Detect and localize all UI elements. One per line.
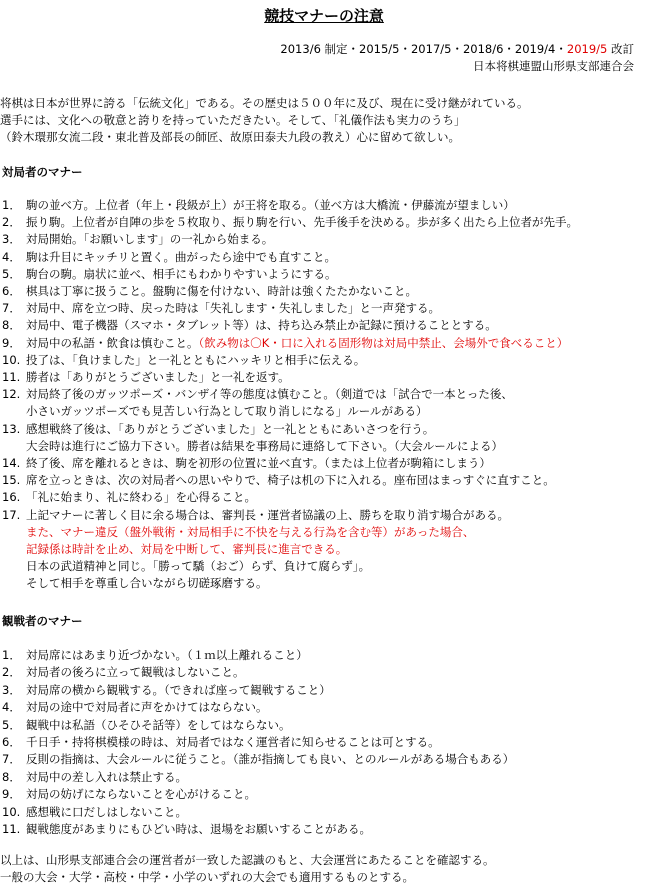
item-text: 観戦中は私語（ひそひそ話等）をしてはならない。 — [26, 717, 291, 732]
list-item — [2, 769, 187, 786]
closing-line: 一般の大会・大学・高校・中学・小学のいずれの大会でも適用するものとする。 — [0, 870, 414, 884]
item-number: 15. — [2, 473, 21, 488]
list-item — [2, 335, 568, 352]
item-highlight-text: （飲み物は〇K・口に入れる固形物は対局中禁止、会場外で食べること） — [198, 335, 569, 350]
item-text: 対局開始。「お願いします」の一礼から始まる。 — [26, 232, 274, 247]
item-text: 投了は、「負けました」と一礼とともにハッキリと相手に伝える。 — [26, 352, 366, 367]
item-text: 終了後、席を離れるときは、駒を初形の位置に並べ直す。（または上位者が駒箱にしまう） — [26, 456, 491, 470]
list-item — [2, 386, 513, 403]
list-item — [2, 699, 268, 716]
item-number: 16. — [2, 490, 21, 505]
item-text: 小さいガッツポーズでも見苦しい行為として取り消しになる」ルールがある） — [26, 404, 428, 419]
item-text: 対局中の差し入れは禁止する。 — [26, 769, 187, 784]
list-item — [26, 558, 370, 575]
list-item — [2, 821, 371, 838]
list-item — [2, 786, 256, 803]
item-number: 17. — [2, 507, 21, 522]
item-number: 6． — [2, 284, 21, 298]
list-item — [2, 369, 290, 386]
item-text: 対局者の後ろに立って観戦はしないこと。 — [26, 665, 245, 680]
list-item — [2, 249, 336, 266]
item-number: 2． — [2, 215, 21, 230]
list-item — [2, 751, 514, 768]
item-number: 7． — [2, 752, 21, 767]
item-text: 感想戦終了後は、「ありがとうございました」と一礼とともにあいさつを行う。 — [26, 421, 435, 436]
item-number: 1． — [2, 198, 21, 212]
item-number: 4． — [2, 249, 21, 264]
closing-line: 以上は、山形県支部連合会の運営者が一致した認識のもと、大会運営にあたることを確認する。 — [0, 853, 495, 867]
item-text: 対局席にはあまり近づかない。（１ｍ以上離れること） — [26, 648, 308, 662]
item-text: 駒は升目にキッチリと置く。曲がったら途中でも直すこと。 — [26, 249, 337, 264]
item-number: 14. — [2, 456, 21, 470]
page-title: 競技マナーの注意 — [264, 7, 384, 25]
item-text: 対局の途中で対局者に声をかけてはならない。 — [26, 700, 268, 715]
list-item — [2, 647, 308, 664]
list-item — [2, 300, 440, 317]
item-text: 振り駒。上位者が自陣の歩を５枚取り、振り駒を行い、先手後手を決める。歩が多く出たら上位者が先手。 — [26, 215, 578, 230]
item-text: 大会時は進行にご協力下さい。勝者は結果を事務局に連絡して下さい。（大会ルールによる） — [26, 438, 504, 453]
list-item — [2, 717, 291, 734]
item-number: 8． — [2, 769, 21, 784]
item-number: 3． — [2, 232, 21, 247]
revision-history — [280, 41, 634, 58]
item-number: 13. — [2, 421, 21, 436]
item-number: 6． — [2, 735, 21, 749]
intro-line: 選手には、文化への敬意と誇りを持っていただきたい。そして、「礼儀作法も実力のうち」 — [0, 113, 466, 127]
list-item — [2, 682, 331, 699]
item-text: 対局席の横から観戦する。（できれば座って観戦すること） — [26, 682, 331, 697]
item-text: 対局中の私語・飲食は慎むこと。 — [26, 335, 199, 350]
list-item — [2, 489, 256, 506]
player-section-heading: 対局者のマナー — [2, 165, 83, 179]
item-number: 11. — [2, 822, 21, 836]
list-item — [26, 403, 427, 420]
list-item — [2, 507, 509, 524]
item-number: 4． — [2, 700, 21, 715]
item-text: 感想戦に口だしはしないこと。 — [26, 804, 187, 819]
list-item — [2, 352, 365, 369]
revision-dates: 2013/6 制定・2015/5・2017/5・2018/6・2019/4・ — [280, 42, 567, 56]
item-number: 12. — [2, 387, 21, 402]
item-text: 勝者は「ありがとうございました」と一礼を返す。 — [26, 370, 290, 384]
revision-latest: 2019/5 — [566, 42, 608, 56]
item-number: 8． — [2, 318, 21, 333]
list-item — [2, 455, 491, 472]
item-number: 10. — [2, 352, 21, 367]
item-text: 対局中、席を立つ時、戻った時は「失礼します・失礼しました」と一声発する。 — [26, 301, 440, 316]
item-number: 11. — [2, 370, 21, 384]
item-text: 上記マナーに著しく目に余る場合は、審判長・運営者協議の上、勝ちを取り消す場合がある。 — [26, 507, 509, 522]
organization-name: 日本将棋連盟山形県支部連合会 — [473, 59, 634, 73]
list-item — [2, 266, 337, 283]
item-number: 9． — [2, 335, 21, 350]
list-item — [2, 231, 273, 248]
list-item — [2, 421, 434, 438]
list-item — [2, 197, 515, 214]
item-text: 対局終了後のガッツポーズ・バンザイ等の態度は慎むこと。（剣道では「試合で一本とった後、 — [26, 387, 513, 402]
list-item — [2, 472, 555, 489]
spectator-section-heading: 観戦者のマナー — [2, 614, 83, 628]
item-number: 7． — [2, 301, 21, 316]
item-text: 駒の並べ方。上位者（年上・段級が上）が王将を取る。（並べ方は大橋流・伊藤流が望ましい） — [26, 198, 515, 212]
item-text: 席を立っときは、次の対局者への思いやりで、椅子は机の下に入れる。座布団はまっすぐに直すこと。 — [26, 473, 555, 488]
list-item — [26, 541, 347, 558]
item-text: 「礼に始まり、礼に終わる」を心得ること。 — [26, 490, 256, 505]
revision-suffix: 改訂 — [607, 42, 634, 56]
item-number: 1． — [2, 648, 21, 662]
item-number: 5． — [2, 717, 21, 732]
item-number: 2． — [2, 665, 21, 680]
item-text: 棋具は丁寧に扱うこと。盤駒に傷を付けない、時計は強くたたかないこと。 — [26, 284, 417, 298]
intro-line: 将棋は日本が世界に誇る「伝統文化」である。その歴史は５００年に及び、現在に受け継がれている。 — [0, 96, 529, 110]
list-item — [2, 283, 417, 300]
list-item — [26, 524, 474, 541]
list-item — [2, 317, 497, 334]
item-number: 5． — [2, 266, 21, 281]
item-number: 10. — [2, 804, 21, 819]
list-item — [2, 734, 440, 751]
item-text: そして相手を尊重し合いながら切磋琢磨する。 — [26, 576, 268, 591]
item-text: 観戦態度があまりにもひどい時は、退場をお願いすることがある。 — [26, 822, 371, 836]
item-highlight-text: また、マナー違反（盤外戦術・対局相手に不快を与える行為を含む等）があった場合、 — [26, 524, 475, 539]
list-item — [2, 664, 245, 681]
item-text: 千日手・持将棋模様の時は、対局者ではなく運営者に知らせることは可とする。 — [26, 735, 440, 749]
item-text: 日本の武道精神と同じ。「勝って驕（おご）らず、負けて腐らず」。 — [26, 559, 371, 574]
item-text: 対局中、電子機器（スマホ・タブレット等）は、持ち込み禁止か記録に預けることとする。 — [26, 318, 497, 333]
item-number: 3． — [2, 682, 21, 697]
item-text: 反則の指摘は、大会ルールに従うこと。（誰が指摘しても良い、とのルールがある場合もある） — [26, 752, 515, 767]
intro-line: （鈴木環那女流二段・東北普及部長の師匠、故原田泰夫九段の教え）心に留めて欲しい。 — [0, 130, 460, 144]
list-item — [26, 438, 503, 455]
item-number: 9． — [2, 787, 21, 802]
list-item — [2, 214, 578, 231]
list-item — [26, 575, 268, 592]
item-highlight-text: 記録係は時計を止め、対局を中断して、審判長に進言できる。 — [26, 542, 348, 556]
item-text: 駒台の駒。扇状に並べ、相手にもわかりやすいようにする。 — [26, 266, 337, 281]
list-item — [2, 804, 187, 821]
item-text: 対局の妨げにならないことを心がけること。 — [26, 787, 256, 802]
